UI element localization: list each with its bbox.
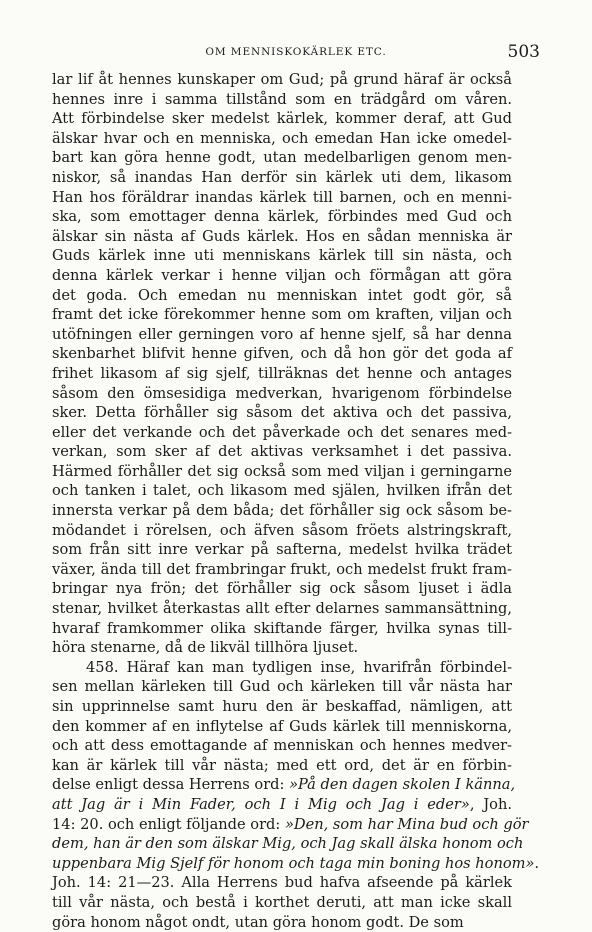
line-text: den kommer af en inflytelse af Guds kärlek till menniskorna, bbox=[52, 717, 512, 735]
line-text: mödandet i rörelsen, och äfven såsom fröets alstringskraft, bbox=[52, 521, 512, 539]
text-line bbox=[52, 913, 512, 932]
line-text: Att förbindelse sker medelst kärlek, kommer deraf, att Gud bbox=[52, 110, 512, 128]
text-line bbox=[52, 286, 512, 306]
text-line bbox=[52, 344, 512, 364]
text-line bbox=[52, 560, 512, 580]
text-line bbox=[52, 403, 512, 423]
text-line bbox=[52, 384, 512, 404]
text-line bbox=[52, 677, 512, 697]
line-text: denna kärlek verkar i henne viljan och förmågan att göra bbox=[52, 266, 512, 284]
text-line bbox=[52, 873, 512, 893]
text-line bbox=[52, 619, 512, 639]
line-text: och att dess emottagande af menniskan och hennes medver- bbox=[52, 737, 512, 755]
line-text: ska, som emottager denna kärlek, förbindes med Gud och bbox=[52, 208, 512, 226]
text-line bbox=[52, 521, 512, 541]
text-line bbox=[52, 70, 512, 90]
line-text: 458. Häraf kan man tydligen inse, hvarifrån förbindel- bbox=[86, 658, 512, 676]
line-text: såsom den ömsesidiga medverkan, hvarigenom förbindelse bbox=[52, 384, 512, 402]
text-line bbox=[52, 756, 512, 776]
line-text: delse enligt dessa Herrens ord: bbox=[52, 776, 290, 794]
text-line bbox=[52, 579, 512, 599]
text-line bbox=[52, 423, 512, 443]
line-text: lar lif åt hennes kunskaper om Gud; på grund häraf är också bbox=[52, 71, 512, 88]
text-line bbox=[52, 834, 524, 854]
text-line bbox=[52, 325, 512, 345]
line-text: sin upprinnelse samt huru den är beskaffad, nämligen, att bbox=[52, 698, 512, 715]
text-line bbox=[52, 364, 512, 384]
text-line bbox=[52, 481, 512, 501]
text-line bbox=[52, 129, 512, 149]
line-text: utöfningen eller gerningen voro af henne sjelf, så har denna bbox=[52, 325, 512, 343]
text-line bbox=[52, 717, 512, 737]
line-text: kan är kärlek till vår nästa; med ett ord, det är en förbin- bbox=[52, 756, 512, 774]
line-text: göra honom något ondt, utan göra honom godt. De som bbox=[52, 913, 464, 931]
line-text: Guds kärlek inne uti menniskans kärlek till sin nästa, och bbox=[52, 247, 512, 265]
text-line bbox=[52, 815, 529, 835]
line-text: som från sitt inre verkar på safterna, medelst hvilka trädet bbox=[52, 541, 512, 559]
line-text: hennes inre i samma tillstånd som en trädgård om våren. bbox=[52, 90, 512, 108]
text-line bbox=[52, 462, 512, 482]
italic-quote: dem, han är den som älskar Mig, och Jag skall älska honom och bbox=[52, 835, 524, 853]
line-text: stenar, hvilket återkastas allt efter delarnes sammansättning, bbox=[52, 600, 512, 618]
line-text: bringar nya frön; det förhåller sig ock såsom ljuset i ädla bbox=[52, 580, 512, 598]
italic-quote: att Jag är i Min Fader, och I i Mig och Jag i eder» bbox=[52, 795, 470, 813]
text-line bbox=[52, 442, 512, 462]
line-text: skenbarhet blifvit henne gifven, och då hon gör det goda af bbox=[52, 345, 512, 363]
text-line bbox=[52, 266, 512, 286]
text-line bbox=[52, 638, 512, 658]
line-text: sker. Detta förhåller sig såsom det aktiva och det passiva, bbox=[52, 404, 512, 422]
running-title: OM MENNISKOKÄRLEK ETC. bbox=[205, 46, 387, 58]
italic-quote: »Den, som har Mina bud och gör bbox=[284, 815, 529, 833]
line-text: växer, ända till det frambringar frukt, och medelst frukt fram- bbox=[52, 560, 512, 578]
line-text: och tanken i talet, och likasom med själen, hvilken ifrån det bbox=[52, 482, 512, 500]
text-line bbox=[52, 246, 512, 266]
italic-quote: uppenbara Mig Sjelf för honom och taga min boning hos honom» bbox=[52, 854, 535, 872]
line-text: hvaraf framkommer olika skiftande färger, hvilka synas till- bbox=[52, 619, 512, 637]
text-line bbox=[52, 90, 512, 110]
line-text: sen mellan kärleken till Gud och kärleken till vår nästa har bbox=[52, 678, 512, 696]
body-text bbox=[52, 70, 540, 932]
text-line bbox=[52, 893, 512, 913]
line-text: verkan, som sker af det aktivas verksamhet i det passiva. bbox=[52, 443, 512, 461]
line-text: , Joh. bbox=[469, 795, 512, 813]
line-text: höra stenarne, då de likväl tillhöra ljuset. bbox=[52, 639, 359, 657]
line-text: Han hos föräldrar inandas kärlek till barnen, och en menni- bbox=[52, 188, 512, 206]
line-text: niskor, så inandas Han derför sin kärlek uti dem, likasom bbox=[52, 168, 512, 186]
text-line bbox=[52, 168, 512, 188]
text-line bbox=[52, 188, 512, 208]
text-line bbox=[52, 207, 512, 227]
text-line bbox=[52, 501, 512, 521]
line-text: bart kan göra henne godt, utan medelbarligen genom men- bbox=[52, 149, 512, 167]
line-text: 14: 20. och enligt följande ord: bbox=[52, 815, 285, 833]
page-number: 503 bbox=[507, 42, 540, 62]
text-line bbox=[52, 795, 512, 815]
text-line bbox=[52, 854, 540, 874]
line-text: Joh. 14: 21—23. Alla Herrens bud hafva afseende på kärlek bbox=[52, 874, 512, 892]
text-line bbox=[52, 109, 512, 129]
line-text: Härmed förhåller det sig också som med viljan i gerningarne bbox=[52, 462, 512, 480]
text-line bbox=[52, 658, 512, 678]
line-text: till vår nästa, och bestå i korthet deruti, att man icke skall bbox=[52, 893, 512, 911]
text-line bbox=[52, 775, 516, 795]
running-head bbox=[52, 42, 540, 62]
line-text: innersta verkar på dem båda; det förhåller sig ock såsom be- bbox=[52, 502, 512, 520]
line-text: det goda. Och emedan nu menniskan intet godt gör, så bbox=[52, 286, 512, 304]
line-text: frihet likasom af sig sjelf, tillräknas det henne och antages bbox=[52, 364, 512, 382]
text-line bbox=[52, 599, 512, 619]
line-text: framt det icke förekommer henne som om kraften, viljan och bbox=[52, 306, 512, 324]
line-text: . bbox=[534, 854, 540, 872]
italic-quote: »På den dagen skolen I känna, bbox=[289, 776, 516, 794]
line-text: älskar sin nästa af Guds kärlek. Hos en sådan menniska är bbox=[52, 227, 512, 245]
line-text: eller det verkande och det påverkade och det senares med- bbox=[52, 423, 512, 441]
text-line bbox=[52, 148, 512, 168]
line-text: älskar hvar och en menniska, och emedan Han icke omedel- bbox=[52, 129, 512, 147]
text-line bbox=[52, 736, 512, 756]
text-line bbox=[52, 697, 512, 717]
text-line bbox=[52, 540, 512, 560]
text-line bbox=[52, 227, 512, 247]
text-line bbox=[52, 305, 512, 325]
